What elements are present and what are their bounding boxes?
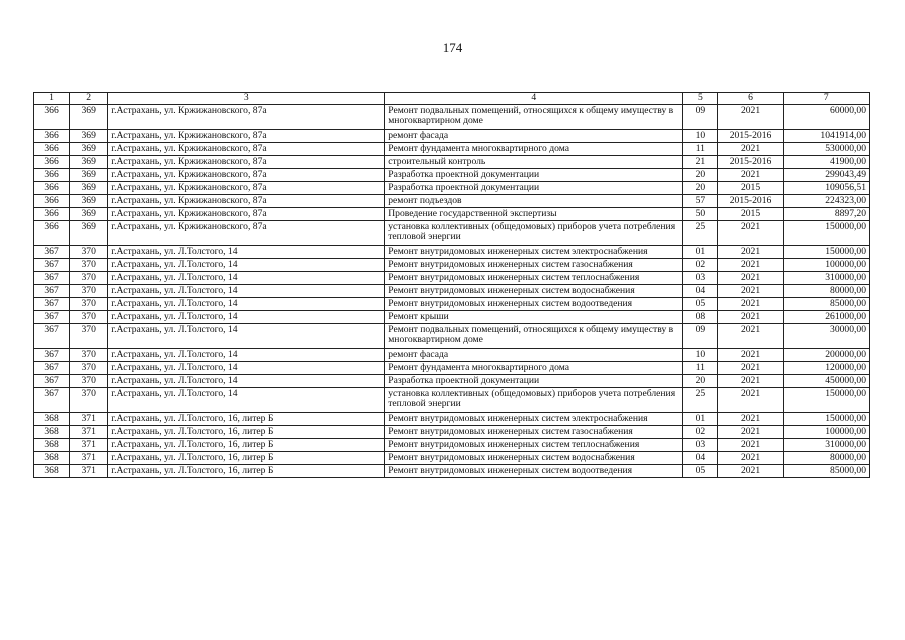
table-row bbox=[34, 104, 870, 129]
row-number-cell: 366 bbox=[34, 104, 70, 129]
work-type-cell: Ремонт внутридомовых инженерных систем теплоснабжения bbox=[385, 271, 683, 284]
address-cell: г.Астрахань, ул. Кржижановского, 87а bbox=[108, 104, 385, 129]
row-number-cell: 366 bbox=[34, 168, 70, 181]
work-type-cell: Ремонт внутридомовых инженерных систем водоснабжения bbox=[385, 451, 683, 464]
row-number-cell: 366 bbox=[34, 194, 70, 207]
address-cell: г.Астрахань, ул. Кржижановского, 87а bbox=[108, 207, 385, 220]
cost-cell: 150000,00 bbox=[783, 387, 869, 412]
row-number-cell: 366 bbox=[34, 155, 70, 168]
page-number: 174 bbox=[442, 40, 463, 55]
table-row bbox=[34, 374, 870, 387]
address-cell: г.Астрахань, ул. Л.Толстого, 16, литер Б bbox=[108, 451, 385, 464]
address-cell: г.Астрахань, ул. Л.Толстого, 14 bbox=[108, 361, 385, 374]
table-row bbox=[34, 129, 870, 142]
house-number-cell: 371 bbox=[70, 425, 108, 438]
table-row bbox=[34, 361, 870, 374]
house-number-cell: 370 bbox=[70, 245, 108, 258]
row-number-cell: 367 bbox=[34, 374, 70, 387]
period-cell: 2021 bbox=[718, 245, 783, 258]
work-code-cell: 20 bbox=[683, 181, 718, 194]
cost-cell: 80000,00 bbox=[783, 451, 869, 464]
house-number-cell: 369 bbox=[70, 220, 108, 245]
table-row bbox=[34, 194, 870, 207]
table-row bbox=[34, 387, 870, 412]
period-cell: 2021 bbox=[718, 438, 783, 451]
address-cell: г.Астрахань, ул. Л.Толстого, 14 bbox=[108, 348, 385, 361]
work-code-cell: 25 bbox=[683, 387, 718, 412]
house-number-cell: 371 bbox=[70, 412, 108, 425]
work-code-cell: 08 bbox=[683, 310, 718, 323]
cost-cell: 150000,00 bbox=[783, 245, 869, 258]
row-number-cell: 366 bbox=[34, 220, 70, 245]
period-cell: 2021 bbox=[718, 168, 783, 181]
house-number-cell: 370 bbox=[70, 323, 108, 348]
address-cell: г.Астрахань, ул. Л.Толстого, 16, литер Б bbox=[108, 425, 385, 438]
row-number-cell: 366 bbox=[34, 142, 70, 155]
cost-cell: 8897,20 bbox=[783, 207, 869, 220]
period-cell: 2021 bbox=[718, 348, 783, 361]
work-code-cell: 57 bbox=[683, 194, 718, 207]
work-type-cell: Ремонт внутридомовых инженерных систем водоотведения bbox=[385, 297, 683, 310]
row-number-cell: 366 bbox=[34, 129, 70, 142]
period-cell: 2015-2016 bbox=[718, 194, 783, 207]
period-cell: 2021 bbox=[718, 412, 783, 425]
cost-cell: 60000,00 bbox=[783, 104, 869, 129]
work-code-cell: 11 bbox=[683, 142, 718, 155]
address-cell: г.Астрахань, ул. Л.Толстого, 14 bbox=[108, 323, 385, 348]
address-cell: г.Астрахань, ул. Л.Толстого, 14 bbox=[108, 374, 385, 387]
address-cell: г.Астрахань, ул. Л.Толстого, 14 bbox=[108, 284, 385, 297]
cost-cell: 85000,00 bbox=[783, 464, 869, 477]
period-cell: 2021 bbox=[718, 451, 783, 464]
cost-cell: 310000,00 bbox=[783, 438, 869, 451]
column-header-1: 1 bbox=[34, 93, 70, 105]
row-number-cell: 367 bbox=[34, 245, 70, 258]
address-cell: г.Астрахань, ул. Кржижановского, 87а bbox=[108, 168, 385, 181]
table-row bbox=[34, 323, 870, 348]
row-number-cell: 367 bbox=[34, 310, 70, 323]
work-type-cell: Ремонт внутридомовых инженерных систем газоснабжения bbox=[385, 425, 683, 438]
cost-cell: 150000,00 bbox=[783, 220, 869, 245]
work-type-cell: ремонт подъездов bbox=[385, 194, 683, 207]
cost-cell: 109056,51 bbox=[783, 181, 869, 194]
house-number-cell: 369 bbox=[70, 194, 108, 207]
row-number-cell: 367 bbox=[34, 297, 70, 310]
table-row bbox=[34, 245, 870, 258]
period-cell: 2021 bbox=[718, 425, 783, 438]
address-cell: г.Астрахань, ул. Л.Толстого, 14 bbox=[108, 271, 385, 284]
address-cell: г.Астрахань, ул. Л.Толстого, 14 bbox=[108, 310, 385, 323]
period-cell: 2021 bbox=[718, 220, 783, 245]
work-code-cell: 21 bbox=[683, 155, 718, 168]
work-code-cell: 01 bbox=[683, 412, 718, 425]
column-header-4: 4 bbox=[385, 93, 683, 105]
table-row bbox=[34, 142, 870, 155]
work-type-cell: Разработка проектной документации bbox=[385, 168, 683, 181]
period-cell: 2015-2016 bbox=[718, 129, 783, 142]
work-type-cell: Ремонт внутридомовых инженерных систем газоснабжения bbox=[385, 258, 683, 271]
house-number-cell: 369 bbox=[70, 104, 108, 129]
work-type-cell: ремонт фасада bbox=[385, 348, 683, 361]
cost-cell: 450000,00 bbox=[783, 374, 869, 387]
work-code-cell: 11 bbox=[683, 361, 718, 374]
cost-cell: 224323,00 bbox=[783, 194, 869, 207]
work-type-cell: установка коллективных (общедомовых) приборов учета потребления тепловой энергии bbox=[385, 220, 683, 245]
cost-cell: 100000,00 bbox=[783, 258, 869, 271]
cost-cell: 120000,00 bbox=[783, 361, 869, 374]
cost-cell: 85000,00 bbox=[783, 297, 869, 310]
work-type-cell: Разработка проектной документации bbox=[385, 374, 683, 387]
table-row bbox=[34, 284, 870, 297]
house-number-cell: 371 bbox=[70, 451, 108, 464]
address-cell: г.Астрахань, ул. Л.Толстого, 16, литер Б bbox=[108, 438, 385, 451]
address-cell: г.Астрахань, ул. Кржижановского, 87а bbox=[108, 181, 385, 194]
row-number-cell: 367 bbox=[34, 284, 70, 297]
row-number-cell: 367 bbox=[34, 348, 70, 361]
work-type-cell: Ремонт внутридомовых инженерных систем водоснабжения bbox=[385, 284, 683, 297]
period-cell: 2015-2016 bbox=[718, 155, 783, 168]
table-row bbox=[34, 258, 870, 271]
house-number-cell: 369 bbox=[70, 155, 108, 168]
period-cell: 2021 bbox=[718, 464, 783, 477]
cost-cell: 150000,00 bbox=[783, 412, 869, 425]
house-number-cell: 369 bbox=[70, 142, 108, 155]
work-code-cell: 25 bbox=[683, 220, 718, 245]
work-type-cell: Ремонт подвальных помещений, относящихся к общему имуществу в многоквартирном доме bbox=[385, 323, 683, 348]
column-header-3: 3 bbox=[108, 93, 385, 105]
work-type-cell: строительный контроль bbox=[385, 155, 683, 168]
work-code-cell: 09 bbox=[683, 323, 718, 348]
house-number-cell: 370 bbox=[70, 374, 108, 387]
work-code-cell: 02 bbox=[683, 425, 718, 438]
row-number-cell: 367 bbox=[34, 323, 70, 348]
period-cell: 2021 bbox=[718, 284, 783, 297]
work-code-cell: 10 bbox=[683, 348, 718, 361]
house-number-cell: 370 bbox=[70, 297, 108, 310]
house-number-cell: 371 bbox=[70, 464, 108, 477]
work-code-cell: 03 bbox=[683, 271, 718, 284]
column-header-2: 2 bbox=[70, 93, 108, 105]
address-cell: г.Астрахань, ул. Кржижановского, 87а bbox=[108, 155, 385, 168]
table-row bbox=[34, 181, 870, 194]
table-row bbox=[34, 451, 870, 464]
work-type-cell: Ремонт внутридомовых инженерных систем электроснабжения bbox=[385, 245, 683, 258]
work-code-cell: 10 bbox=[683, 129, 718, 142]
period-cell: 2021 bbox=[718, 104, 783, 129]
work-type-cell: Ремонт внутридомовых инженерных систем электроснабжения bbox=[385, 412, 683, 425]
address-cell: г.Астрахань, ул. Кржижановского, 87а bbox=[108, 220, 385, 245]
table-row bbox=[34, 271, 870, 284]
table-row bbox=[34, 438, 870, 451]
house-number-cell: 370 bbox=[70, 387, 108, 412]
address-cell: г.Астрахань, ул. Л.Толстого, 14 bbox=[108, 297, 385, 310]
house-number-cell: 369 bbox=[70, 129, 108, 142]
row-number-cell: 368 bbox=[34, 464, 70, 477]
table-row bbox=[34, 310, 870, 323]
house-number-cell: 370 bbox=[70, 310, 108, 323]
work-type-cell: установка коллективных (общедомовых) приборов учета потребления тепловой энергии bbox=[385, 387, 683, 412]
table-row bbox=[34, 297, 870, 310]
work-code-cell: 05 bbox=[683, 464, 718, 477]
house-number-cell: 370 bbox=[70, 361, 108, 374]
period-cell: 2021 bbox=[718, 387, 783, 412]
row-number-cell: 368 bbox=[34, 438, 70, 451]
column-header-7: 7 bbox=[783, 93, 869, 105]
work-type-cell: Разработка проектной документации bbox=[385, 181, 683, 194]
address-cell: г.Астрахань, ул. Кржижановского, 87а bbox=[108, 194, 385, 207]
address-cell: г.Астрахань, ул. Кржижановского, 87а bbox=[108, 129, 385, 142]
repair-works-table bbox=[33, 92, 870, 478]
work-type-cell: Ремонт внутридомовых инженерных систем теплоснабжения bbox=[385, 438, 683, 451]
address-cell: г.Астрахань, ул. Кржижановского, 87а bbox=[108, 142, 385, 155]
header-row bbox=[34, 93, 870, 105]
work-type-cell: Ремонт крыши bbox=[385, 310, 683, 323]
row-number-cell: 366 bbox=[34, 207, 70, 220]
work-type-cell: Проведение государственной экспертизы bbox=[385, 207, 683, 220]
cost-cell: 261000,00 bbox=[783, 310, 869, 323]
cost-cell: 310000,00 bbox=[783, 271, 869, 284]
work-type-cell: Ремонт внутридомовых инженерных систем водоотведения bbox=[385, 464, 683, 477]
row-number-cell: 368 bbox=[34, 451, 70, 464]
house-number-cell: 369 bbox=[70, 181, 108, 194]
row-number-cell: 368 bbox=[34, 412, 70, 425]
address-cell: г.Астрахань, ул. Л.Толстого, 14 bbox=[108, 245, 385, 258]
row-number-cell: 367 bbox=[34, 361, 70, 374]
row-number-cell: 367 bbox=[34, 258, 70, 271]
work-code-cell: 03 bbox=[683, 438, 718, 451]
work-code-cell: 09 bbox=[683, 104, 718, 129]
house-number-cell: 369 bbox=[70, 207, 108, 220]
work-type-cell: Ремонт подвальных помещений, относящихся к общему имуществу в многоквартирном доме bbox=[385, 104, 683, 129]
period-cell: 2021 bbox=[718, 271, 783, 284]
table-row bbox=[34, 220, 870, 245]
cost-cell: 530000,00 bbox=[783, 142, 869, 155]
work-code-cell: 04 bbox=[683, 451, 718, 464]
cost-cell: 80000,00 bbox=[783, 284, 869, 297]
work-code-cell: 04 bbox=[683, 284, 718, 297]
work-code-cell: 02 bbox=[683, 258, 718, 271]
table-row bbox=[34, 425, 870, 438]
house-number-cell: 370 bbox=[70, 271, 108, 284]
work-code-cell: 20 bbox=[683, 374, 718, 387]
table-row bbox=[34, 464, 870, 477]
address-cell: г.Астрахань, ул. Л.Толстого, 16, литер Б bbox=[108, 464, 385, 477]
period-cell: 2021 bbox=[718, 258, 783, 271]
period-cell: 2021 bbox=[718, 323, 783, 348]
row-number-cell: 366 bbox=[34, 181, 70, 194]
cost-cell: 200000,00 bbox=[783, 348, 869, 361]
period-cell: 2015 bbox=[718, 207, 783, 220]
work-code-cell: 20 bbox=[683, 168, 718, 181]
row-number-cell: 367 bbox=[34, 387, 70, 412]
table-row bbox=[34, 155, 870, 168]
table-row bbox=[34, 207, 870, 220]
house-number-cell: 370 bbox=[70, 284, 108, 297]
row-number-cell: 367 bbox=[34, 271, 70, 284]
period-cell: 2021 bbox=[718, 361, 783, 374]
period-cell: 2021 bbox=[718, 297, 783, 310]
house-number-cell: 369 bbox=[70, 168, 108, 181]
work-code-cell: 50 bbox=[683, 207, 718, 220]
row-number-cell: 368 bbox=[34, 425, 70, 438]
cost-cell: 1041914,00 bbox=[783, 129, 869, 142]
work-type-cell: Ремонт фундамента многоквартирного дома bbox=[385, 142, 683, 155]
work-code-cell: 01 bbox=[683, 245, 718, 258]
column-header-5: 5 bbox=[683, 93, 718, 105]
cost-cell: 299043,49 bbox=[783, 168, 869, 181]
table-row bbox=[34, 348, 870, 361]
house-number-cell: 370 bbox=[70, 348, 108, 361]
house-number-cell: 370 bbox=[70, 258, 108, 271]
period-cell: 2021 bbox=[718, 142, 783, 155]
period-cell: 2021 bbox=[718, 374, 783, 387]
cost-cell: 100000,00 bbox=[783, 425, 869, 438]
address-cell: г.Астрахань, ул. Л.Толстого, 14 bbox=[108, 258, 385, 271]
column-header-6: 6 bbox=[718, 93, 783, 105]
period-cell: 2021 bbox=[718, 310, 783, 323]
table-row bbox=[34, 168, 870, 181]
work-type-cell: ремонт фасада bbox=[385, 129, 683, 142]
house-number-cell: 371 bbox=[70, 438, 108, 451]
table-row bbox=[34, 412, 870, 425]
work-type-cell: Ремонт фундамента многоквартирного дома bbox=[385, 361, 683, 374]
work-code-cell: 05 bbox=[683, 297, 718, 310]
period-cell: 2015 bbox=[718, 181, 783, 194]
address-cell: г.Астрахань, ул. Л.Толстого, 14 bbox=[108, 387, 385, 412]
cost-cell: 30000,00 bbox=[783, 323, 869, 348]
table-body bbox=[34, 104, 870, 477]
address-cell: г.Астрахань, ул. Л.Толстого, 16, литер Б bbox=[108, 412, 385, 425]
cost-cell: 41900,00 bbox=[783, 155, 869, 168]
